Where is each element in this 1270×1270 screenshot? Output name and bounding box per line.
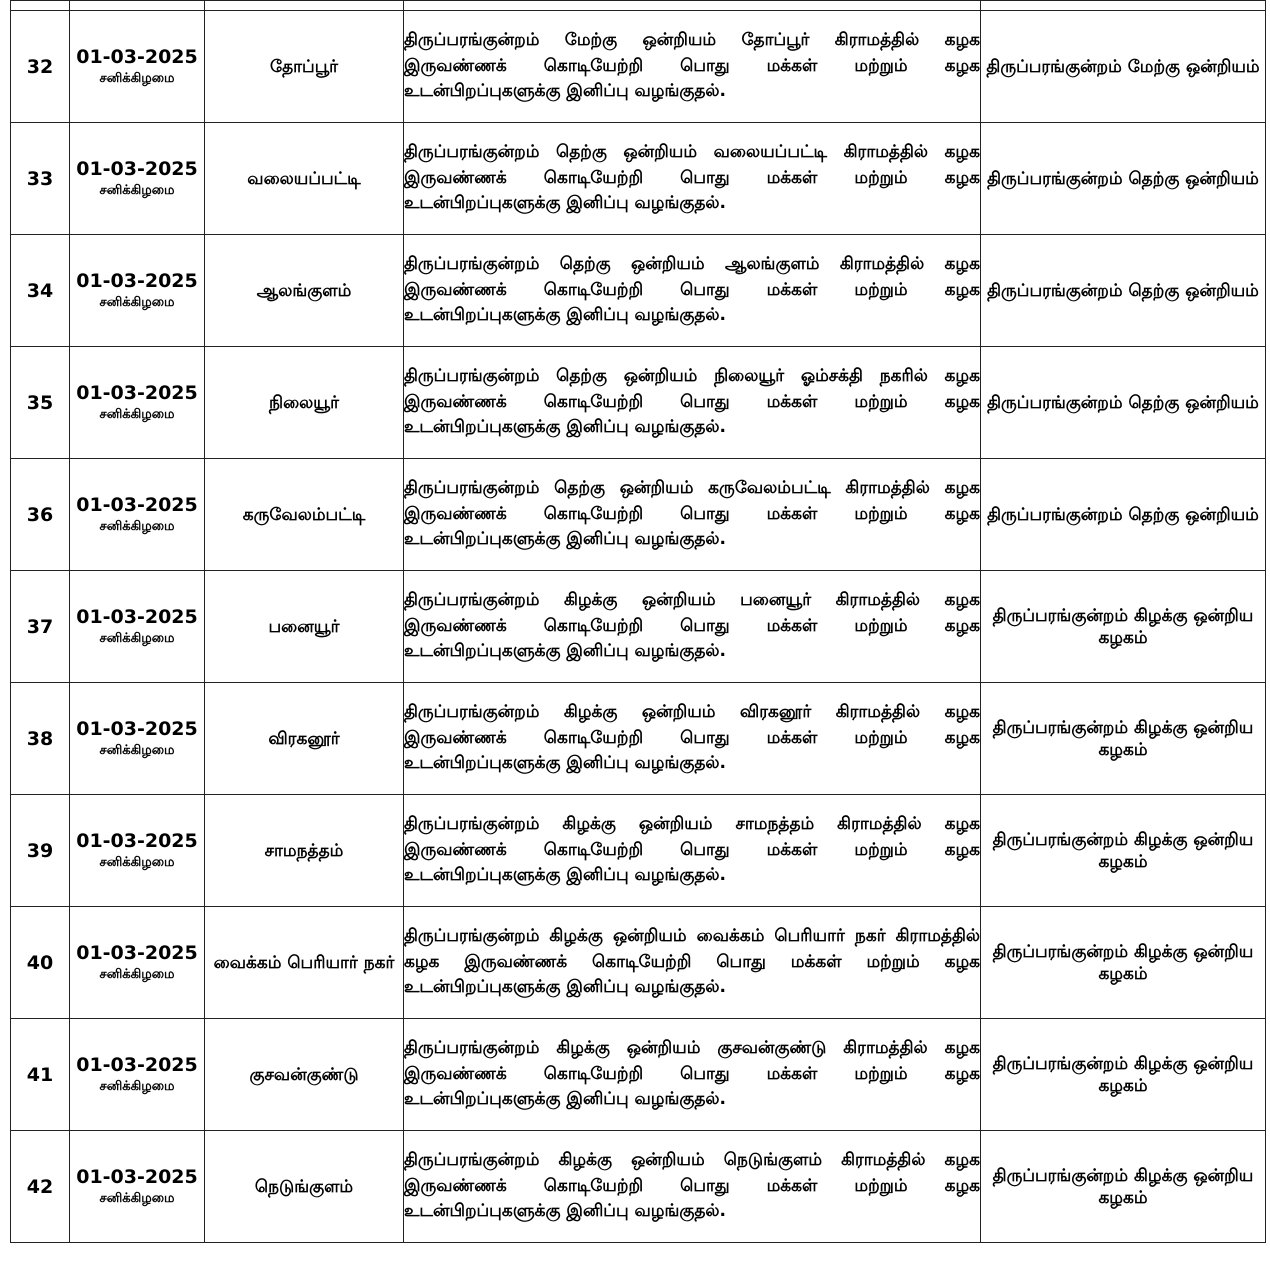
place-cell: வைக்கம் பெரியார் நகர் [205,907,404,1019]
table-row [11,571,1266,683]
serial-number: 39 [11,795,70,907]
serial-number: 41 [11,1019,70,1131]
event-weekday: சனிக்கிழமை [99,1190,175,1206]
organizer-cell: திருப்பரங்குன்றம் கிழக்கு ஒன்றிய கழகம் [981,1131,1266,1243]
table-row [11,459,1266,571]
event-weekday: சனிக்கிழமை [99,518,175,534]
event-date: 01-03-2025 [76,45,198,68]
table-row [11,795,1266,907]
event-date: 01-03-2025 [76,269,198,292]
place-cell: தோப்பூர் [205,11,404,123]
date-cell [70,459,205,571]
organizer-cell: திருப்பரங்குன்றம் கிழக்கு ஒன்றிய கழகம் [981,571,1266,683]
organizer-cell: திருப்பரங்குன்றம் கிழக்கு ஒன்றிய கழகம் [981,1019,1266,1131]
place-cell: சாமநத்தம் [205,795,404,907]
organizer-cell: திருப்பரங்குன்றம் தெற்கு ஒன்றியம் [981,347,1266,459]
event-date: 01-03-2025 [76,1053,198,1076]
schedule-table-body [11,1,1266,1243]
organizer-cell: திருப்பரங்குன்றம் தெற்கு ஒன்றியம் [981,459,1266,571]
organizer-cell: திருப்பரங்குன்றம் மேற்கு ஒன்றியம் [981,11,1266,123]
place-cell: விரகனூர் [205,683,404,795]
description-cell: திருப்பரங்குன்றம் தெற்கு ஒன்றியம் ஆலங்குளம் கிராமத்தில் கழக இருவண்ணக் கொடியேற்றி பொது மக்கள் மற்றும் கழக உடன்பிறப்புகளுக்கு இனிப்பு வழங்குதல். [404,235,981,347]
event-weekday: சனிக்கிழமை [99,70,175,86]
organizer-cell: திருப்பரங்குன்றம் கிழக்கு ஒன்றிய கழகம் [981,907,1266,1019]
event-weekday: சனிக்கிழமை [99,182,175,198]
table-row [11,683,1266,795]
table-row [11,11,1266,123]
event-date: 01-03-2025 [76,381,198,404]
event-weekday: சனிக்கிழமை [99,1078,175,1094]
serial-number: 38 [11,683,70,795]
event-date: 01-03-2025 [76,941,198,964]
serial-number: 32 [11,11,70,123]
description-cell: திருப்பரங்குன்றம் தெற்கு ஒன்றியம் கருவேலம்பட்டி கிராமத்தில் கழக இருவண்ணக் கொடியேற்றி பொது மக்கள் மற்றும் கழக உடன்பிறப்புகளுக்கு இனிப்பு வழங்குதல். [404,459,981,571]
event-date: 01-03-2025 [76,1165,198,1188]
place-cell: வலையப்பட்டி [205,123,404,235]
date-cell [70,683,205,795]
event-date: 01-03-2025 [76,493,198,516]
previous-row-continuation [11,1,1266,11]
event-weekday: சனிக்கிழமை [99,854,175,870]
event-weekday: சனிக்கிழமை [99,406,175,422]
place-cell: கருவேலம்பட்டி [205,459,404,571]
table-row [11,907,1266,1019]
table-row [11,347,1266,459]
place-cell: குசவன்குண்டு [205,1019,404,1131]
date-cell [70,123,205,235]
serial-number: 37 [11,571,70,683]
schedule-table [10,0,1266,1243]
organizer-cell: திருப்பரங்குன்றம் தெற்கு ஒன்றியம் [981,235,1266,347]
description-cell: திருப்பரங்குன்றம் தெற்கு ஒன்றியம் வலையப்பட்டி கிராமத்தில் கழக இருவண்ணக் கொடியேற்றி பொது மக்கள் மற்றும் கழக உடன்பிறப்புகளுக்கு இனிப்பு வழங்குதல். [404,123,981,235]
event-weekday: சனிக்கிழமை [99,630,175,646]
date-cell [70,907,205,1019]
place-cell: நிலையூர் [205,347,404,459]
event-date: 01-03-2025 [76,717,198,740]
date-cell [70,1019,205,1131]
event-date: 01-03-2025 [76,829,198,852]
description-cell: திருப்பரங்குன்றம் மேற்கு ஒன்றியம் தோப்பூர் கிராமத்தில் கழக இருவண்ணக் கொடியேற்றி பொது மக்கள் மற்றும் கழக உடன்பிறப்புகளுக்கு இனிப்பு வழங்குதல். [404,11,981,123]
date-cell [70,11,205,123]
description-cell: திருப்பரங்குன்றம் கிழக்கு ஒன்றியம் விரகனூர் கிராமத்தில் கழக இருவண்ணக் கொடியேற்றி பொது மக்கள் மற்றும் கழக உடன்பிறப்புகளுக்கு இனிப்பு வழங்குதல். [404,683,981,795]
event-date: 01-03-2025 [76,157,198,180]
organizer-cell: திருப்பரங்குன்றம் கிழக்கு ஒன்றிய கழகம் [981,795,1266,907]
serial-number: 42 [11,1131,70,1243]
serial-number: 33 [11,123,70,235]
date-cell [70,795,205,907]
event-date: 01-03-2025 [76,605,198,628]
serial-number: 35 [11,347,70,459]
description-cell: திருப்பரங்குன்றம் கிழக்கு ஒன்றியம் வைக்கம் பெரியார் நகர் கிராமத்தில் கழக இருவண்ணக் கொடியேற்றி பொது மக்கள் மற்றும் கழக உடன்பிறப்புகளுக்கு இனிப்பு வழங்குதல். [404,907,981,1019]
table-row [11,123,1266,235]
date-cell [70,571,205,683]
next-row-continuation [10,1262,1266,1270]
table-row [11,1131,1266,1243]
date-cell [70,235,205,347]
date-cell [70,1131,205,1243]
event-weekday: சனிக்கிழமை [99,294,175,310]
organizer-cell: திருப்பரங்குன்றம் கிழக்கு ஒன்றிய கழகம் [981,683,1266,795]
place-cell: பனையூர் [205,571,404,683]
serial-number: 36 [11,459,70,571]
serial-number: 34 [11,235,70,347]
date-cell [70,347,205,459]
event-weekday: சனிக்கிழமை [99,966,175,982]
description-cell: திருப்பரங்குன்றம் கிழக்கு ஒன்றியம் பனையூர் கிராமத்தில் கழக இருவண்ணக் கொடியேற்றி பொது மக்கள் மற்றும் கழக உடன்பிறப்புகளுக்கு இனிப்பு வழங்குதல். [404,571,981,683]
description-cell: திருப்பரங்குன்றம் தெற்கு ஒன்றியம் நிலையூர் ஓம்சக்தி நகரில் கழக இருவண்ணக் கொடியேற்றி பொது மக்கள் மற்றும் கழக உடன்பிறப்புகளுக்கு இனிப்பு வழங்குதல். [404,347,981,459]
table-row [11,235,1266,347]
serial-number: 40 [11,907,70,1019]
organizer-cell: திருப்பரங்குன்றம் தெற்கு ஒன்றியம் [981,123,1266,235]
description-cell: திருப்பரங்குன்றம் கிழக்கு ஒன்றியம் சாமநத்தம் கிராமத்தில் கழக இருவண்ணக் கொடியேற்றி பொது மக்கள் மற்றும் கழக உடன்பிறப்புகளுக்கு இனிப்பு வழங்குதல். [404,795,981,907]
table-row [11,1019,1266,1131]
description-cell: திருப்பரங்குன்றம் கிழக்கு ஒன்றியம் குசவன்குண்டு கிராமத்தில் கழக இருவண்ணக் கொடியேற்றி பொது மக்கள் மற்றும் கழக உடன்பிறப்புகளுக்கு இனிப்பு வழங்குதல். [404,1019,981,1131]
event-weekday: சனிக்கிழமை [99,742,175,758]
place-cell: ஆலங்குளம் [205,235,404,347]
description-cell: திருப்பரங்குன்றம் கிழக்கு ஒன்றியம் நெடுங்குளம் கிராமத்தில் கழக இருவண்ணக் கொடியேற்றி பொது மக்கள் மற்றும் கழக உடன்பிறப்புகளுக்கு இனிப்பு வழங்குதல். [404,1131,981,1243]
place-cell: நெடுங்குளம் [205,1131,404,1243]
